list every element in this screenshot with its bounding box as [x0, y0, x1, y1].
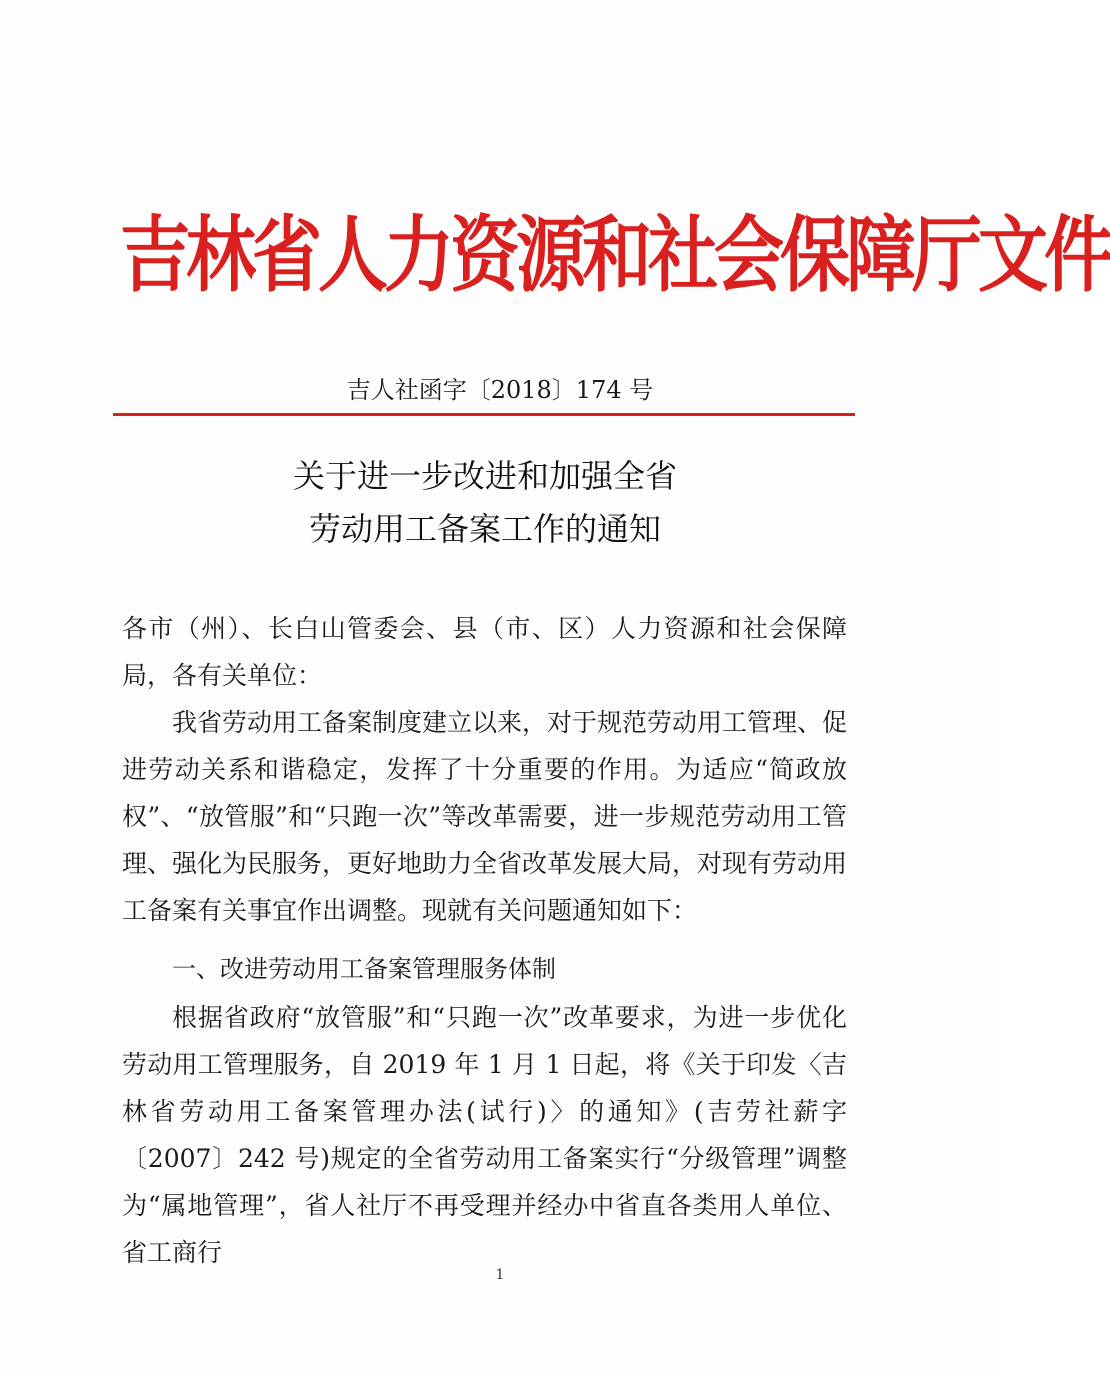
notice-title-line-2: 劳动用工备案工作的通知 — [308, 510, 661, 548]
body-paragraph-2: 根据省政府“放管服”和“只跑一次”改革要求，为进一步优化劳动用工管理服务，自 2019 年 1 月 1 日起，将《关于印发〈吉林省劳动用工备案管理办法(试行)〉的通知》(吉劳社薪字〔2007〕242 号)规定的全省劳动用工备案实行“分级管理”调整为“属地管理”，省人社厅不再受理并经办中省直各类用人单位、省工商行 — [122, 1003, 847, 1267]
agency-header-title: 吉林省人力资源和社会保障厅文件 — [120, 206, 1110, 304]
page-number: 1 — [495, 1267, 505, 1283]
section-heading-1: 一、改进劳动用工备案管理服务体制 — [172, 955, 556, 983]
body-paragraph-1: 我省劳动用工备案制度建立以来，对于规范劳动用工管理、促进劳动关系和谐稳定，发挥了十分重要的作用。为适应“简政放权”、“放管服”和“只跑一次”等改革需要，进一步规范劳动用工管理、强化为民服务，更好地助力全省改革发展大局，对现有劳动用工备案有关事宜作出调整。现就有关问题通知如下： — [122, 708, 848, 925]
document-number: 吉人社函字〔2018〕174 号 — [346, 376, 654, 404]
notice-title-line-1: 关于进一步改进和加强全省 — [292, 457, 677, 495]
salutation: 各市（州）、长白山管委会、县（市、区）人力资源和社会保障局，各有关单位： — [122, 614, 847, 690]
red-divider-line — [113, 413, 855, 416]
notice-title — [120, 450, 850, 556]
